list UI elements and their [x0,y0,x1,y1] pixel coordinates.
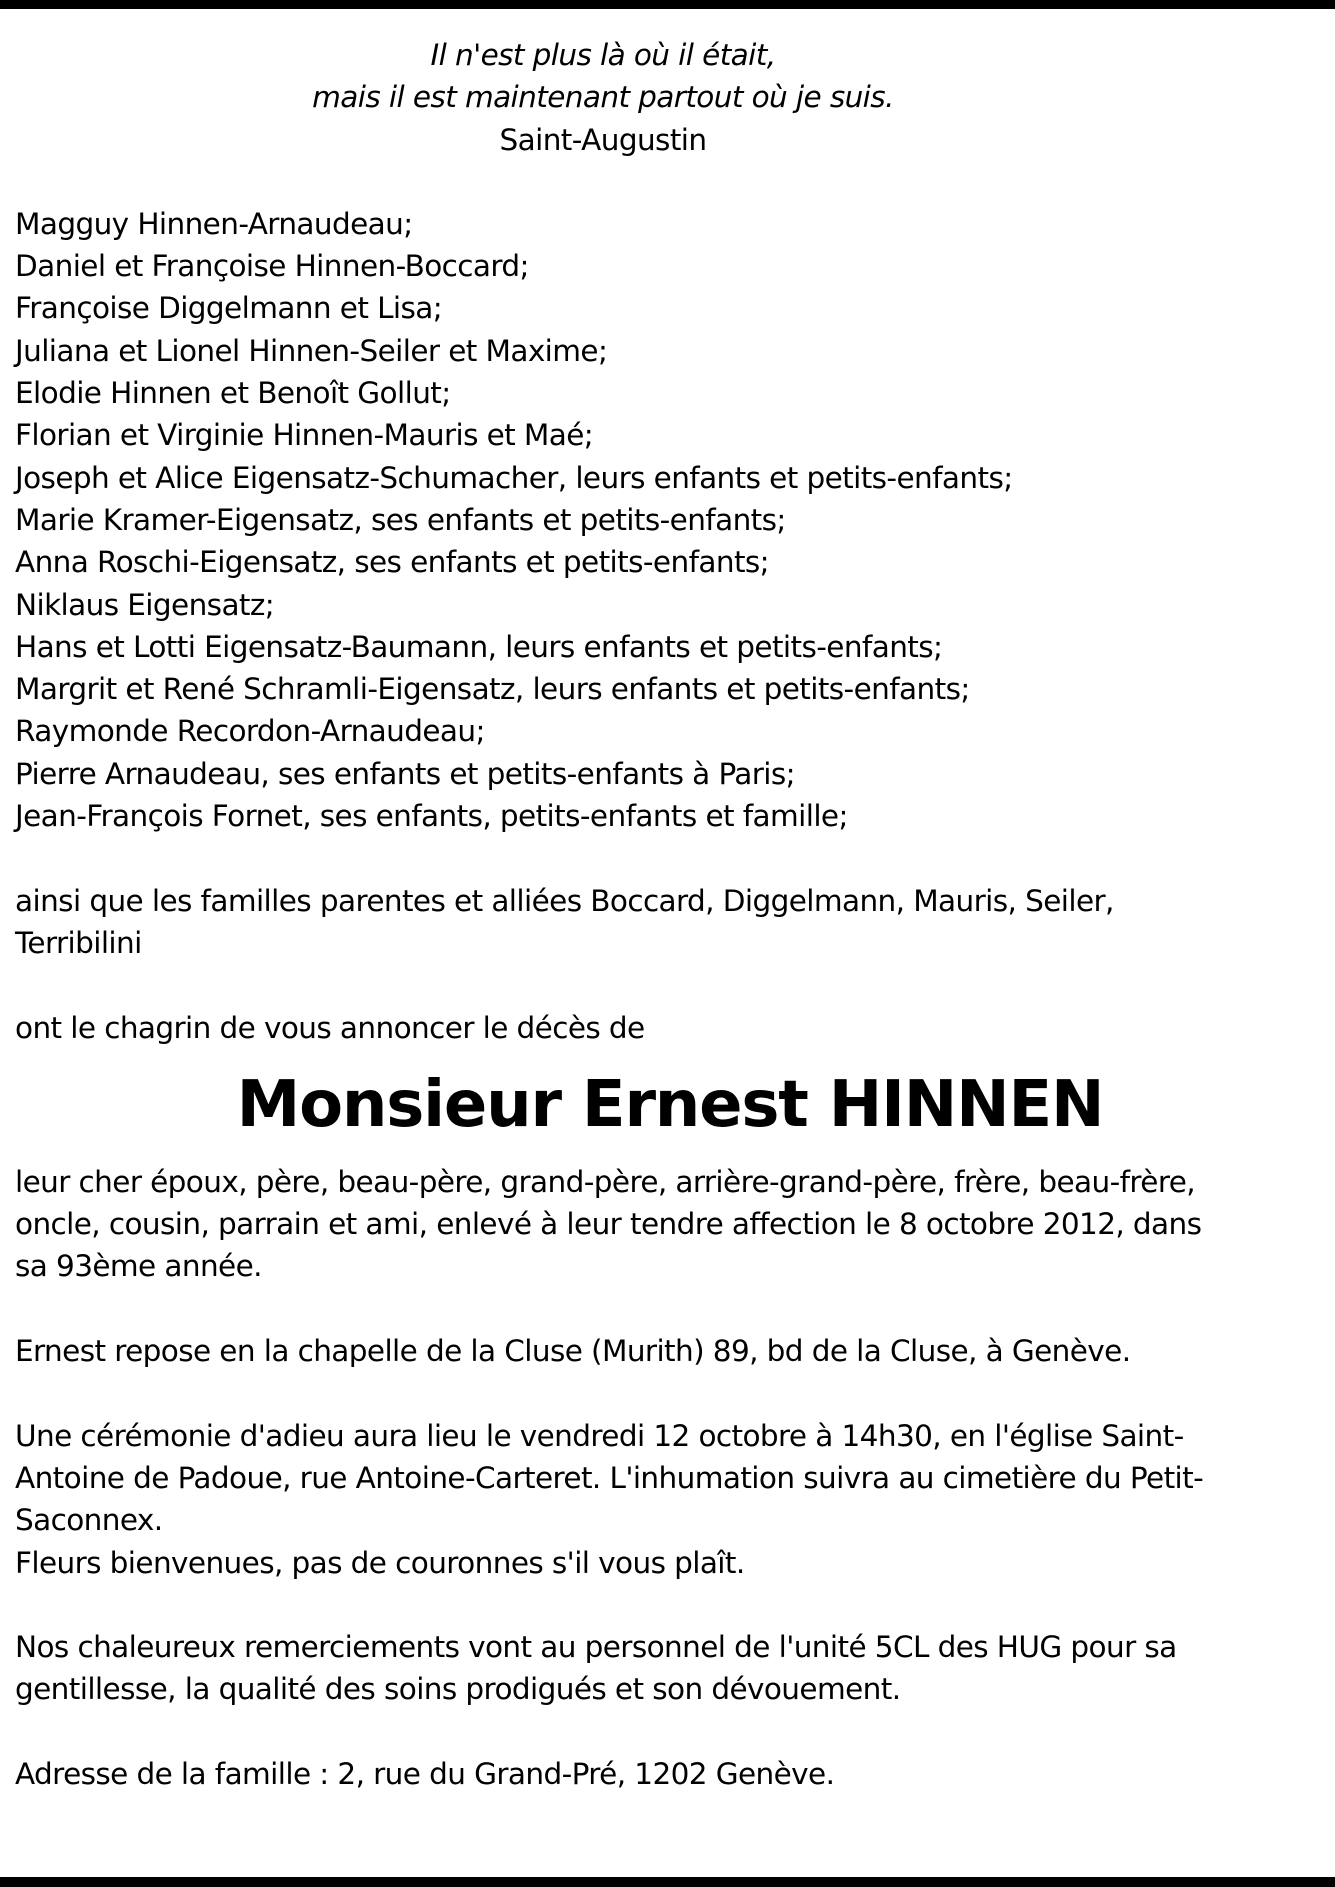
family-member: Raymonde Recordon-Arnaudeau; [15,714,485,749]
allied-families-line-1: ainsi que les familles parentes et alliées Boccard, Diggelmann, Mauris, Seiler, [15,883,1114,918]
description-line-1: leur cher époux, père, beau-père, grand-père, arrière-grand-père, frère, beau-frère, [15,1164,1196,1199]
thanks-line-1: Nos chaleureux remerciements vont au personnel de l'unité 5CL des HUG pour sa [15,1630,1177,1665]
epigraph-quote [15,34,1191,161]
deceased-name-heading: Monsieur Ernest HINNEN [236,1067,1104,1142]
family-member: Elodie Hinnen et Benoît Gollut; [15,376,451,411]
family-member: Marie Kramer-Eigensatz, ses enfants et petits-enfants; [15,502,786,537]
thanks-line-2: gentillesse, la qualité des soins prodigués et son dévouement. [15,1672,901,1707]
family-member: Joseph et Alice Eigensatz-Schumacher, leurs enfants et petits-enfants; [15,460,1013,495]
ceremony-paragraph [15,1415,1325,1584]
family-member: Jean-François Fornet, ses enfants, petits-enfants et famille; [15,799,848,834]
quote-author: Saint-Augustin [499,122,707,157]
ceremony-line-1: Une cérémonie d'adieu aura lieu le vendredi 12 octobre à 14h30, en l'église Saint- [15,1418,1184,1453]
ceremony-line-3: Saconnex. [15,1503,163,1538]
family-member: Florian et Virginie Hinnen-Mauris et Maé; [15,418,594,453]
family-member: Françoise Diggelmann et Lisa; [15,291,443,326]
allied-families-line-2: Terribilini [15,925,142,960]
family-member: Juliana et Lionel Hinnen-Seiler et Maxime; [15,333,608,368]
allied-families-paragraph [15,880,1325,965]
family-member: Daniel et Françoise Hinnen-Boccard; [15,249,529,284]
family-member: Anna Roschi-Eigensatz, ses enfants et petits-enfants; [15,545,770,580]
family-member: Magguy Hinnen-Arnaudeau; [15,206,413,241]
announcement-text: ont le chagrin de vous annoncer le décès de [15,1010,645,1045]
description-paragraph [15,1161,1325,1288]
thanks-paragraph [15,1626,1325,1711]
description-line-3: sa 93ème année. [15,1249,262,1284]
family-address: Adresse de la famille : 2, rue du Grand-Pré, 1202 Genève. [15,1756,835,1791]
family-members-list [15,203,1325,837]
family-member: Hans et Lotti Eigensatz-Baumann, leurs enfants et petits-enfants; [15,629,943,664]
family-member: Margrit et René Schramli-Eigensatz, leurs enfants et petits-enfants; [15,672,970,707]
description-line-2: oncle, cousin, parrain et ami, enlevé à leur tendre affection le 8 octobre 2012, dans [15,1207,1202,1242]
family-member: Niklaus Eigensatz; [15,587,275,622]
family-member: Pierre Arnaudeau, ses enfants et petits-enfants à Paris; [15,756,796,791]
quote-line-2: mais il est maintenant partout où je suis. [312,80,894,115]
top-border-rule [0,0,1335,9]
rest-location-text: Ernest repose en la chapelle de la Cluse (Murith) 89, bd de la Cluse, à Genève. [15,1334,1131,1369]
obituary-notice [15,34,1325,1795]
quote-line-1: Il n'est plus là où il était, [430,38,776,72]
ceremony-line-2: Antoine de Padoue, rue Antoine-Carteret. L'inhumation suivra au cimetière du Petit- [15,1460,1204,1495]
flowers-note: Fleurs bienvenues, pas de couronnes s'il vous plaît. [15,1545,745,1580]
bottom-border-rule [0,1877,1335,1887]
